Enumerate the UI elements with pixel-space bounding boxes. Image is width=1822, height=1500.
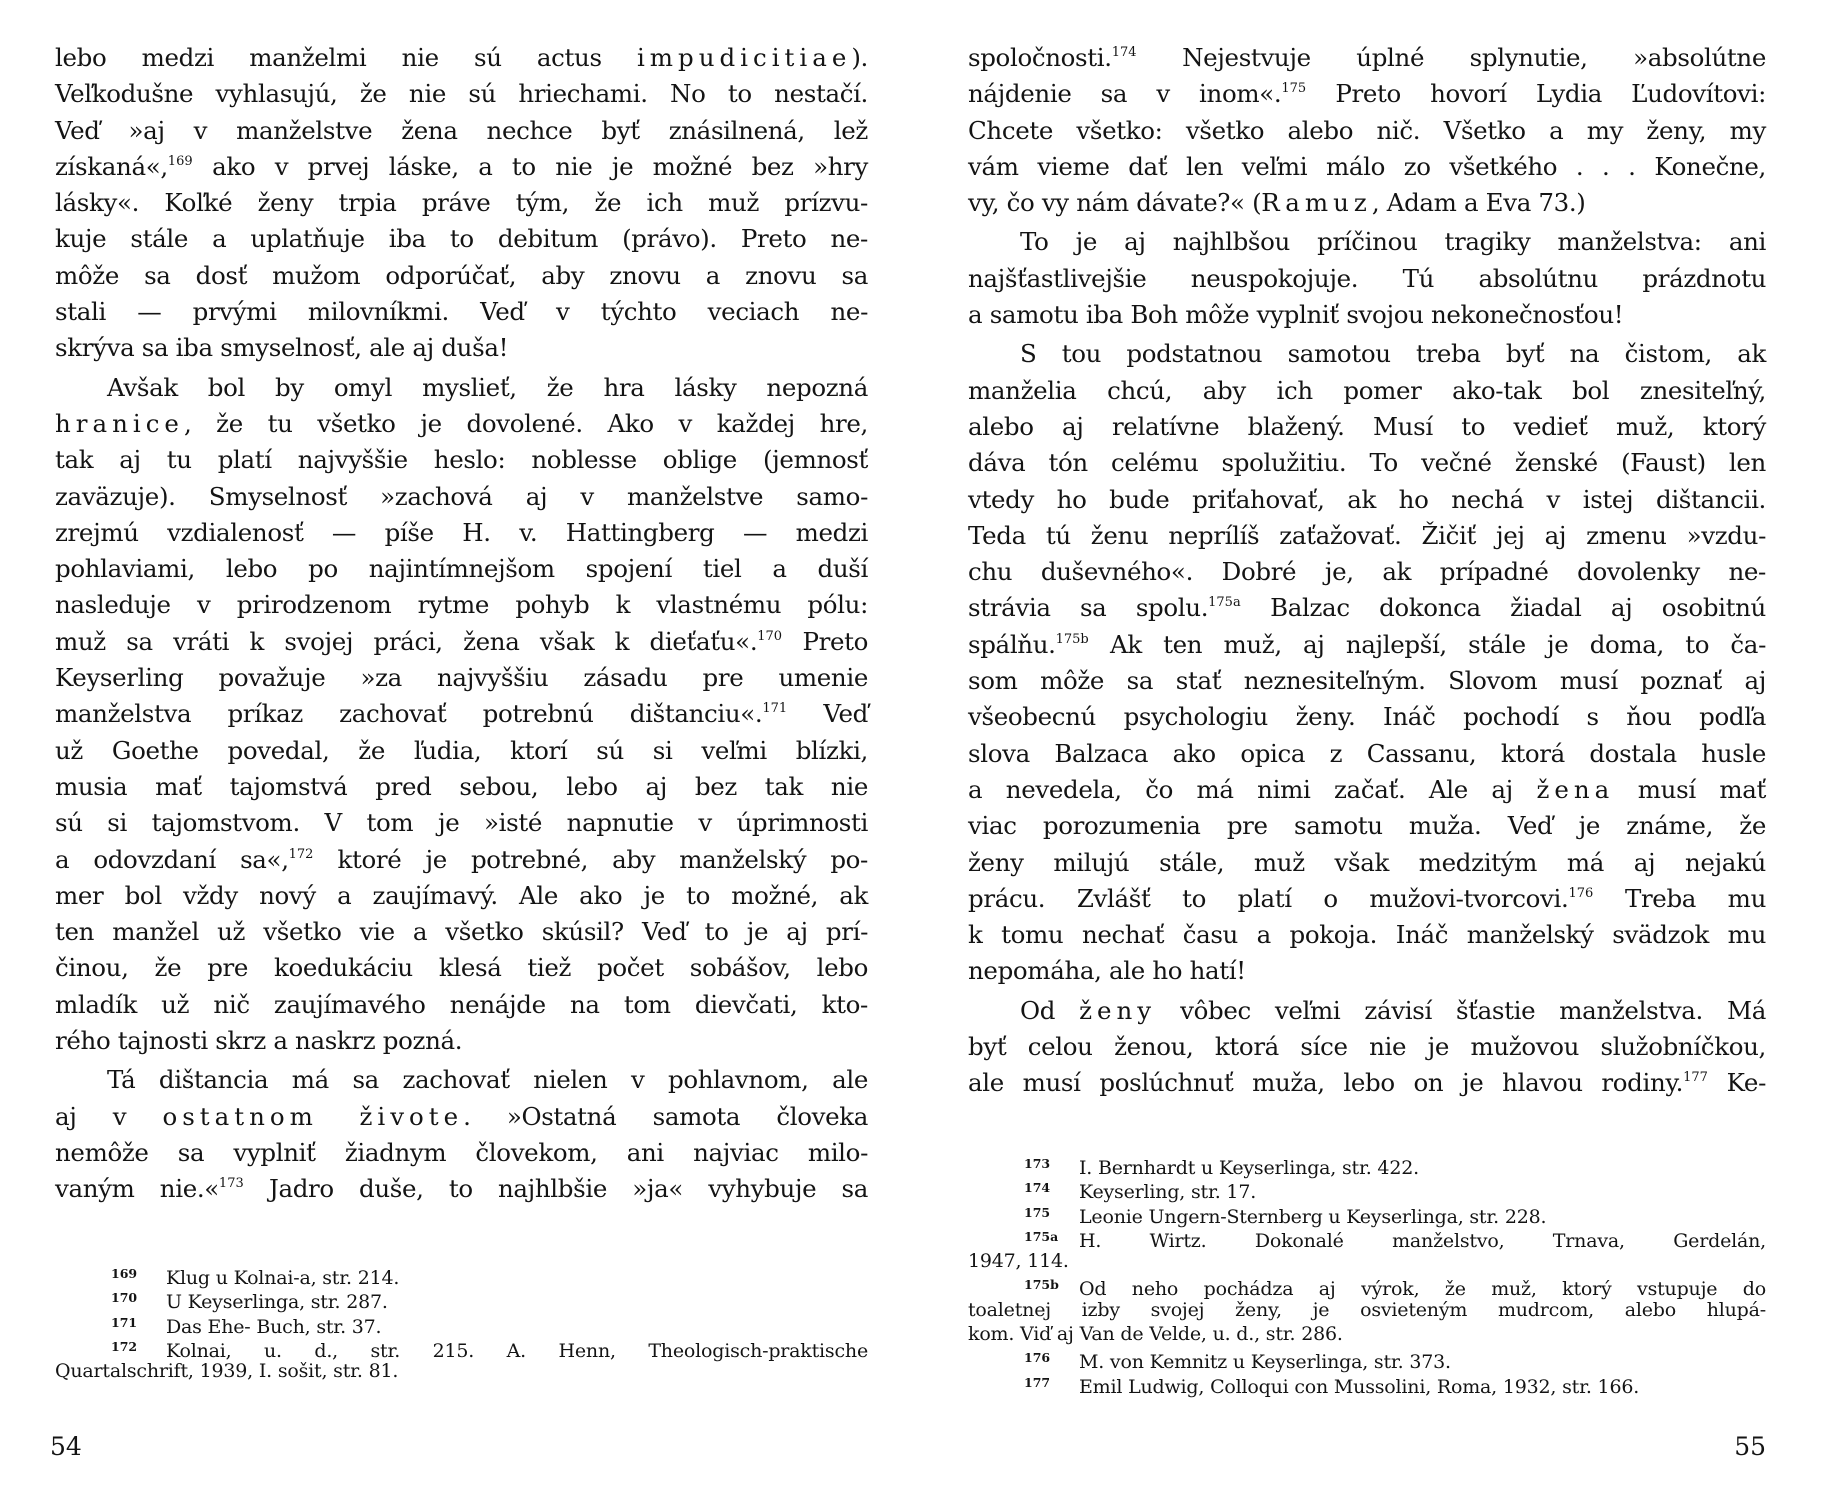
- text-segment: byť celou ženou, ktorá síce nie je mužovou služobníčkou,: [968, 1032, 1766, 1062]
- text-segment: stali — prvými milovníkmi. Veď v týchto veciach ne-: [55, 297, 868, 327]
- text-segment: strávia sa spolu.: [968, 593, 1209, 623]
- text-segment: musia mať tajomstvá pred sebou, lebo aj bez tak nie: [55, 771, 868, 801]
- text-line: [968, 663, 1766, 699]
- text-line: [968, 953, 1766, 989]
- text-line: [968, 261, 1766, 297]
- text-line: [55, 149, 868, 185]
- footnote: [55, 1262, 868, 1289]
- text-line: [55, 805, 868, 841]
- text-segment: vaným nie.«: [55, 1174, 219, 1204]
- text-line: [968, 297, 1766, 333]
- text-segment: alebo aj relatívne blažený. Musí to vedieť muž, ktorý: [968, 411, 1766, 441]
- text-segment: musí mať: [1614, 774, 1766, 804]
- text-line: [55, 696, 868, 732]
- text-line: [55, 914, 868, 950]
- text-segment: Veď: [787, 699, 868, 729]
- text-segment: manželia chcú, aby ich pomer ako-tak bol znesiteľný,: [968, 375, 1766, 405]
- text-segment: činou, že pre koedukáciu klesá tiež počet sobášov, lebo: [55, 953, 868, 983]
- text-segment: Preto: [782, 626, 868, 656]
- text-line: [55, 113, 868, 149]
- text-line: [968, 149, 1766, 185]
- text-line: [968, 1029, 1766, 1065]
- text-line: [55, 1023, 868, 1059]
- text-segment: vy, čo vy nám dávate?« (: [968, 188, 1262, 218]
- text-segment: Od: [1020, 995, 1080, 1025]
- footnote-continuation: kom. Viď aj Van de Velde, u. d., str. 286.: [968, 1323, 1343, 1346]
- footnote-reference: 176: [1568, 885, 1594, 901]
- text-line: [968, 76, 1766, 112]
- footnote: [968, 1201, 1766, 1228]
- text-line: [968, 373, 1766, 409]
- emphasized-text: Ramuz: [1261, 188, 1372, 218]
- text-segment: a samotu iba Boh môže vyplniť svojou nekonečnosťou!: [968, 300, 1624, 330]
- text-segment: chu duševného«. Dobré je, ak prípadné dovolenky ne-: [968, 557, 1766, 587]
- footnote-text: Das Ehe- Buch, str. 37.: [166, 1315, 382, 1338]
- text-segment: Keyserling považuje »za najvyššiu zásadu pre umenie: [55, 663, 868, 693]
- footnote-text: Leonie Ungern-Sternberg u Keyserlinga, str. 228.: [1079, 1205, 1547, 1228]
- text-segment: muž sa vráti k svojej práci, žena však k dieťaťu«.: [55, 626, 758, 656]
- text-segment: zrejmú vzdialenosť — píše H. v. Hattingberg — medzi: [55, 517, 868, 547]
- text-segment: všeobecnú psychologiu ženy. Ináč pochodí s ňou podľa: [968, 702, 1766, 732]
- text-line: [968, 917, 1766, 953]
- text-segment: ).: [851, 43, 868, 72]
- text-segment: k tomu nechať času a pokoja. Ináč manželský svädzok mu: [968, 920, 1766, 950]
- footnote-number: 171: [111, 1314, 138, 1330]
- footnote: [968, 1346, 1766, 1374]
- text-line: [968, 881, 1766, 917]
- left-page-footnotes: [55, 1262, 868, 1383]
- text-segment: zaväzuje). Smyselnosť »zachová aj v manželstve samo-: [55, 481, 868, 511]
- footnote-text: Klug u Kolnai-a, str. 214.: [166, 1267, 400, 1289]
- text-segment: lásky«. Koľké ženy trpia práve tým, že ich muž prízvu-: [55, 188, 868, 218]
- right-page-body: [968, 40, 1766, 1102]
- text-segment: nasleduje v prirodzenom rytme pohyb k vlastnému pólu:: [55, 590, 868, 620]
- footnote-continuation: 1947, 114.: [968, 1250, 1069, 1273]
- footnote-text: U Keyserlinga, str. 287.: [166, 1291, 388, 1314]
- footnote-reference: 170: [757, 628, 783, 644]
- text-line: [55, 1135, 868, 1171]
- footnote: [55, 1335, 868, 1362]
- emphasized-text: žena: [1536, 774, 1615, 804]
- text-line: [55, 330, 868, 366]
- text-segment: Treba mu: [1593, 883, 1766, 913]
- text-line: [55, 987, 868, 1023]
- footnote-reference: 177: [1683, 1070, 1708, 1086]
- footnote: [968, 1152, 1766, 1179]
- text-line: [55, 1171, 868, 1207]
- footnote-reference: 169: [167, 153, 193, 169]
- emphasized-text: ženy: [1079, 995, 1157, 1025]
- text-segment: ale musí poslúchnuť muža, lebo on je hlavou rodiny.: [968, 1068, 1684, 1098]
- text-segment: mer bol vždy nový a zaujímavý. Ale ako je to možné, ak: [55, 880, 868, 910]
- footnote-text: Keyserling, str. 17.: [1079, 1181, 1257, 1204]
- text-line: [55, 40, 868, 76]
- text-segment: ten manžel už všetko vie a všetko skúsil? Veď to je aj prí-: [55, 917, 868, 947]
- text-segment: získaná«,: [55, 151, 168, 181]
- text-segment: ako v prvej láske, a to nie je možné bez »hry: [192, 151, 868, 181]
- text-line: [968, 993, 1766, 1029]
- text-line: [55, 515, 868, 551]
- text-segment: kuje stále a uplatňuje iba to debitum (právo). Preto ne-: [55, 224, 868, 254]
- footnote-reference: 175a: [1208, 595, 1241, 611]
- text-segment: najšťastlivejšie neuspokojuje. Tú absolútnu prázdnotu: [968, 263, 1766, 293]
- text-line: [968, 185, 1766, 221]
- text-segment: prácu. Zvlášť to platí o mužovi-tvorcovi.: [968, 883, 1569, 913]
- footnote-text: Emil Ludwig, Colloqui con Mussolini, Roma, 1932, str. 166.: [1079, 1375, 1640, 1398]
- footnote-reference: 172: [288, 846, 314, 862]
- text-segment: vtedy ho bude priťahovať, ak ho nechá v istej dištancii.: [968, 484, 1766, 514]
- text-line: [55, 624, 868, 660]
- text-segment: Ke-: [1707, 1068, 1767, 1098]
- text-segment: Preto hovorí Lydia Ľudovítovi:: [1306, 79, 1766, 109]
- text-line: [55, 370, 868, 406]
- text-segment: Tá dištancia má sa zachovať nielen v pohlavnom, ale: [107, 1065, 868, 1095]
- footnote-number: 175a: [1024, 1228, 1059, 1244]
- text-segment: slova Balzaca ako opica z Cassanu, ktorá dostala husle: [968, 738, 1766, 768]
- footnote: [55, 1286, 868, 1314]
- footnote-reference: 175: [1281, 81, 1307, 97]
- text-segment: , Adam a Eva 73.): [1371, 188, 1586, 218]
- text-line: [968, 699, 1766, 735]
- text-segment: tak aj tu platí najvyššie heslo: noblesse oblige (jemnosť: [55, 445, 868, 475]
- text-segment: manželstva príkaz zachovať potrebnú dištanciu«.: [55, 699, 763, 729]
- footnote-number: 175b: [1024, 1277, 1059, 1293]
- text-line: [968, 409, 1766, 445]
- footnote-number: 172: [111, 1338, 138, 1354]
- text-line: [968, 808, 1766, 844]
- text-segment: a odovzdaní sa«,: [55, 844, 289, 874]
- text-line: [55, 660, 868, 696]
- footnote: [968, 1176, 1766, 1204]
- text-segment: Chcete všetko: všetko alebo nič. Všetko a my ženy, my: [968, 115, 1766, 145]
- text-segment: S tou podstatnou samotou treba byť na čistom, ak: [1020, 339, 1766, 369]
- text-segment: Teda tú ženu neprílíš zaťažovať. Žičiť jej aj zmenu »vzdu-: [968, 520, 1766, 550]
- footnote-number: 169: [111, 1266, 138, 1281]
- text-segment: viac porozumenia pre samotu muža. Veď je známe, že: [968, 811, 1766, 841]
- text-segment: dáva tón celému spolužitiu. To večné ženské (Faust) len: [968, 448, 1766, 478]
- text-line: [968, 590, 1766, 626]
- footnote-text: Od neho pochádza aj výrok, že muž, ktorý vstupuje do: [1079, 1278, 1766, 1301]
- footnote-text: H. Wirtz. Dokonalé manželstvo, Trnava, Gerdelán,: [1079, 1229, 1766, 1252]
- text-segment: spoločnosti.: [968, 43, 1112, 72]
- text-segment: Veď »aj v manželstve žena nechce byť znásilnená, lež: [55, 115, 868, 145]
- footnote: [968, 1225, 1766, 1252]
- text-segment: , že tu všetko je dovolené. Ako v každej hre,: [183, 408, 868, 438]
- text-segment: Jadro duše, to najhlbšie »ja« vyhybuje sa: [243, 1174, 868, 1204]
- footnote-text: M. von Kemnitz u Keyserlinga, str. 373.: [1079, 1351, 1451, 1374]
- footnote-reference: 171: [762, 701, 788, 717]
- text-segment: Ak ten muž, aj najlepší, stále je doma, to ča-: [1088, 629, 1766, 659]
- text-line: [968, 113, 1766, 149]
- text-line: [968, 845, 1766, 881]
- text-segment: aj v: [55, 1101, 163, 1131]
- text-line: [968, 482, 1766, 518]
- text-segment: a nevedela, čo má nimi začať. Ale aj: [968, 774, 1537, 804]
- footnote: [968, 1273, 1766, 1301]
- text-segment: už Goethe povedal, že ľudia, ktorí sú si veľmi blízki,: [55, 735, 868, 765]
- text-line: [55, 551, 868, 587]
- text-segment: rého tajnosti skrz a naskrz pozná.: [55, 1026, 463, 1056]
- text-line: [968, 224, 1766, 260]
- text-segment: To je aj najhlbšou príčinou tragiky manželstva: ani: [1020, 227, 1766, 257]
- footnote-number: 177: [1024, 1374, 1051, 1390]
- text-line: [55, 878, 868, 914]
- text-line: [55, 185, 868, 221]
- text-line: [968, 772, 1766, 808]
- footnote: [968, 1371, 1766, 1398]
- right-page-footnotes: [968, 1152, 1766, 1398]
- footnote-number: 170: [111, 1290, 138, 1306]
- text-segment: Avšak bol by omyl myslieť, že hra lásky nepozná: [107, 372, 868, 402]
- emphasized-text: hranice: [55, 408, 184, 438]
- text-segment: spálňu.: [968, 629, 1056, 659]
- footnote-continuation: toaletnej izby svojej ženy, je osvieteným mudrcom, alebo hlupá-: [968, 1298, 1766, 1321]
- text-line: [55, 76, 868, 112]
- page-number-right: 55: [1734, 1432, 1766, 1461]
- text-segment: mladík už nič zaujímavého nenájde na tom dievčati, kto-: [55, 989, 868, 1019]
- text-segment: skrýva sa iba smyselnosť, ale aj duša!: [55, 333, 509, 363]
- text-segment: . »Ostatná samota človeka: [463, 1101, 868, 1131]
- text-line: [55, 1062, 868, 1098]
- text-line: [55, 587, 868, 623]
- footnote-number: 173: [1024, 1156, 1051, 1171]
- text-line: [55, 442, 868, 478]
- footnote-continuation: Quartalschrift, 1939, I. sošit, str. 81.: [55, 1360, 399, 1383]
- text-line: [55, 221, 868, 257]
- page-number-left: 54: [50, 1432, 82, 1461]
- text-segment: Balzac dokonca žiadal aj osobitnú: [1240, 593, 1766, 623]
- footnote-reference: 174: [1111, 45, 1137, 60]
- text-segment: sú si tajomstvom. V tom je »isté napnutie v úprimnosti: [55, 808, 868, 838]
- text-line: [55, 842, 868, 878]
- text-line: [968, 445, 1766, 481]
- text-line: [55, 950, 868, 986]
- text-line: [55, 258, 868, 294]
- text-line: [55, 733, 868, 769]
- footnote-text: Kolnai, u. d., str. 215. A. Henn, Theologisch-praktische: [166, 1339, 868, 1362]
- text-line: [968, 40, 1766, 76]
- footnote-reference: 175b: [1055, 631, 1089, 647]
- text-line: [968, 1065, 1766, 1101]
- left-page-body: [55, 40, 868, 1208]
- text-segment: ženy milujú stále, muž však medzitým má aj nejakú: [968, 847, 1766, 877]
- footnote-number: 174: [1024, 1180, 1051, 1196]
- footnote-number: 176: [1024, 1350, 1051, 1366]
- footnote: [55, 1311, 868, 1338]
- text-segment: lebo medzi manželmi nie sú actus: [55, 43, 637, 72]
- text-line: [55, 406, 868, 442]
- text-line: [55, 479, 868, 515]
- text-line: [55, 769, 868, 805]
- footnote-number: 175: [1024, 1204, 1051, 1220]
- text-segment: Nejestvuje úplné splynutie, »absolútne: [1136, 43, 1766, 72]
- text-segment: vôbec veľmi závisí šťastie manželstva. Má: [1156, 995, 1766, 1025]
- text-line: [55, 1099, 868, 1135]
- text-line: [55, 294, 868, 330]
- text-segment: som môže sa stať neznesiteľným. Slovom musí poznať aj: [968, 666, 1766, 696]
- text-segment: Veľkodušne vyhlasujú, že nie sú hriechami. No to nestačí.: [55, 79, 868, 109]
- text-line: [968, 336, 1766, 372]
- text-segment: pohlaviami, lebo po najintímnejšom spojení tiel a duší: [55, 554, 868, 584]
- text-line: [968, 627, 1766, 663]
- text-segment: ktoré je potrebné, aby manželský po-: [313, 844, 868, 874]
- text-segment: vám vieme dať len veľmi málo zo všetkého . . . Konečne,: [968, 151, 1766, 181]
- text-segment: nemôže sa vyplniť žiadnym človekom, ani najviac milo-: [55, 1137, 868, 1167]
- text-line: [968, 518, 1766, 554]
- footnote-reference: 173: [218, 1176, 244, 1192]
- text-segment: nájdenie sa v inom«.: [968, 79, 1282, 109]
- footnote-text: I. Bernhardt u Keyserlinga, str. 422.: [1079, 1157, 1419, 1179]
- emphasized-text: impudicitiae: [636, 43, 852, 72]
- text-line: [968, 736, 1766, 772]
- text-segment: môže sa dosť mužom odporúčať, aby znovu a znovu sa: [55, 260, 868, 290]
- text-line: [968, 554, 1766, 590]
- text-segment: nepomáha, ale ho hatí!: [968, 956, 1246, 986]
- emphasized-text: ostatnom živote: [162, 1101, 464, 1131]
